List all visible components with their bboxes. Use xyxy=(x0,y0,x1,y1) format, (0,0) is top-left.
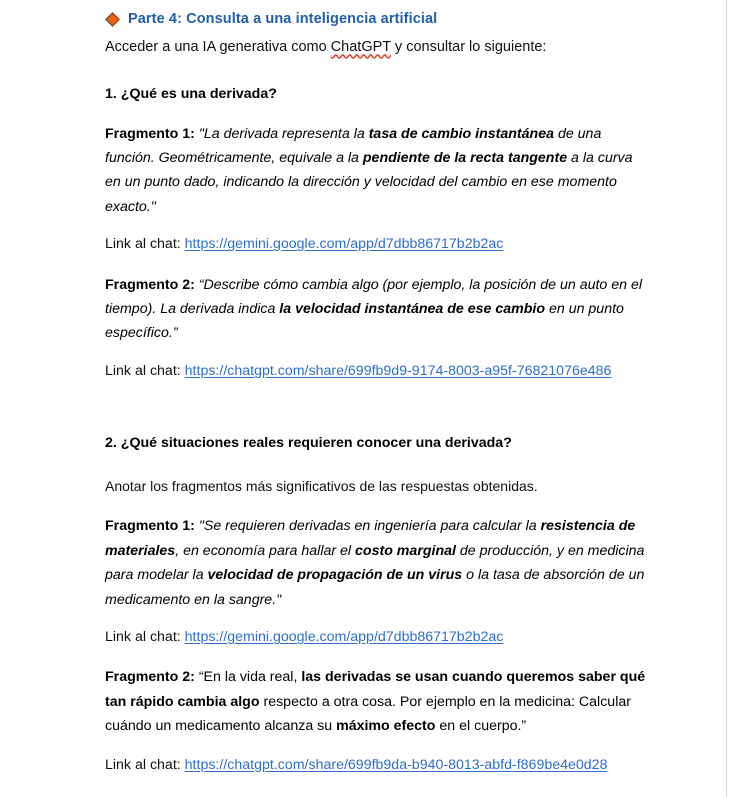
fragment-text: “En la vida real, las derivadas se usan cuando queremos saber qué tan rápido cambia algo respecto a otra cosa. Por ejemplo en la medicina: Calcular cuándo un medicamento alcanza su máximo efecto en el cuerpo.” xyxy=(105,669,646,735)
intro-text-before: Acceder a una IA generativa como xyxy=(105,39,331,56)
question-1-fragment-2 xyxy=(105,273,650,346)
fragment-text: "La derivada representa la tasa de cambio instantánea de una función. Geométricamente, equivale a la pendiente de la recta tangente a la curva en un punto dado, indicando la dirección y velocidad del cambio en ese momento exacto." xyxy=(105,125,633,215)
chat-link[interactable]: https://gemini.google.com/app/d7dbb86717b2b2ac xyxy=(184,628,504,645)
intro-paragraph xyxy=(105,37,650,58)
question-2-fragment-1 xyxy=(105,514,650,612)
fragment-label: Fragmento 1: xyxy=(105,125,195,142)
orange-diamond-icon xyxy=(105,12,120,27)
fragment-label: Fragmento 2: xyxy=(105,669,195,686)
section-heading xyxy=(105,0,650,28)
section-heading-label: Parte 4: Consulta a una inteligencia artificial xyxy=(128,11,438,27)
fragment-text: “Describe cómo cambia algo (por ejemplo, la posición de un auto en el tiempo). La derivada indica la velocidad instantánea de ese cambio en un punto específico.” xyxy=(105,276,643,342)
chat-link[interactable]: https://gemini.google.com/app/d7dbb86717b2b2ac xyxy=(184,236,504,253)
link-label: Link al chat: xyxy=(105,236,181,253)
question-2-note: Anotar los fragmentos más significativos de las respuestas obtenidas. xyxy=(105,478,538,495)
link-label: Link al chat: xyxy=(105,362,181,379)
question-2-fragment-1-linkline xyxy=(105,627,650,648)
intro-text-after: y consultar lo siguiente: xyxy=(390,39,547,56)
document-body xyxy=(105,0,650,776)
question-1-heading: 1. ¿Qué es una derivada? xyxy=(105,86,277,103)
fragment-text: "Se requieren derivadas en ingeniería para calcular la resistencia de materiales, en economía para hallar el costo marginal de producción, y en medicina para modelar la velocidad de propagación de un virus o la tasa de absorción de un medicamento en la sangre." xyxy=(105,518,645,608)
chatgpt-misspelled-word: ChatGPT xyxy=(330,39,391,56)
question-2-fragment-2 xyxy=(105,665,650,738)
fragment-label: Fragmento 2: xyxy=(105,276,195,293)
question-1-fragment-1 xyxy=(105,122,650,220)
page-boundary-rule xyxy=(726,0,727,797)
chat-link[interactable]: https://chatgpt.com/share/699fb9d9-9174-8003-a95f-76821076e486 xyxy=(184,362,612,379)
question-2-fragment-2-linkline xyxy=(105,755,650,776)
question-2-heading: 2. ¿Qué situaciones reales requieren conocer una derivada? xyxy=(105,435,512,452)
chat-link[interactable]: https://chatgpt.com/share/699fb9da-b940-8013-abfd-f869be4e0d28 xyxy=(184,756,608,773)
question-1-fragment-2-linkline xyxy=(105,361,650,382)
fragment-label: Fragmento 1: xyxy=(105,518,195,535)
link-label: Link al chat: xyxy=(105,756,181,773)
question-1-fragment-1-linkline xyxy=(105,234,650,255)
link-label: Link al chat: xyxy=(105,628,181,645)
